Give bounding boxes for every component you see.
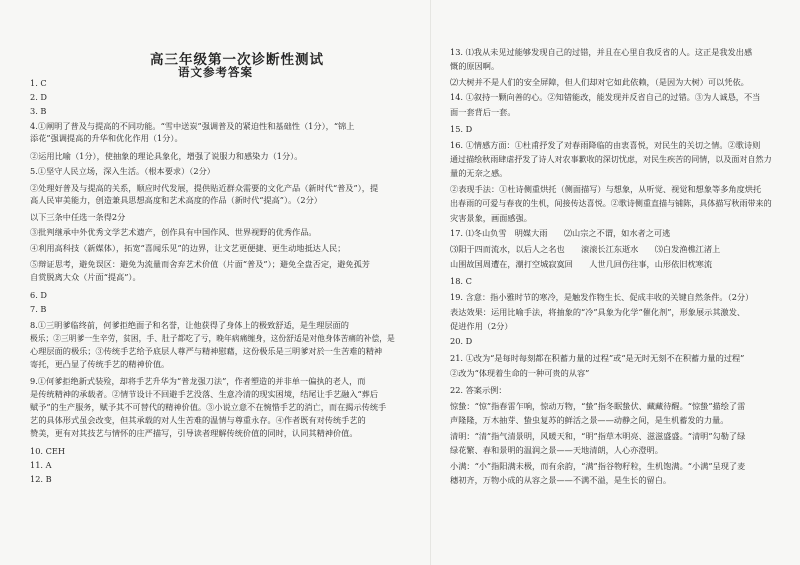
right_lines-line: 表达效果：运用比喻手法，将抽象的“冷”具象为化学“催化剂”，形象展示其激发、 — [450, 307, 746, 317]
left_lines-line: 3. B — [30, 106, 47, 116]
right_lines-line: 15. D — [450, 124, 473, 134]
left_lines-line: 6. D — [30, 290, 47, 300]
left_lines-line: 心理层面的极乐；③传统手艺给予底层人尊严与精神慰藉，这份极乐是三明爹对於一生苦难的精神 — [30, 346, 383, 356]
right_lines-line: 山围故国周遭在，潮打空城寂寞回 人世几回伤往事，山形依旧枕寒流 — [450, 259, 713, 269]
right_lines-line: 量的无奈之感。 — [450, 168, 508, 178]
right_lines-line: 慨的原因啊。 — [450, 61, 500, 71]
right_lines-line: ⑶阳于四而流水，以后人之名也 滚滚长江东逝水 ⑶白发渔樵江渚上 — [450, 244, 721, 254]
left_lines-line: 添花”强调提高的升华和优化作用（1分）。 — [30, 133, 183, 143]
left_lines-line: 7. B — [30, 304, 47, 314]
left_lines-line: 1. C — [30, 78, 47, 88]
right_lines-line: 19. 含意：指小雅时节的寒冷，是触发作物生长、促成丰收的关键自然条件。（2分） — [450, 292, 754, 302]
right_lines-line: 14. ①叙持一颗向善的心。②知错能改，能发现并反省自己的过错。③为人诚恳，不当 — [450, 92, 761, 102]
left_lines-line: ⑤辩证思考，避免误区：避免为流量而舍弃艺术价值（片面“普及”）；避免全盘否定，避免孤芳 — [30, 259, 370, 269]
left_lines-line: ②运用比喻（1分），使抽象的理论具象化，增强了说服力和感染力（1分）。 — [30, 151, 303, 161]
left-column — [30, 0, 410, 565]
left_lines-line: 寄托，更凸显了传统手艺的精神价值。 — [30, 359, 170, 369]
right_lines-line: 惊蛰：“惊”指春雷乍响，惊动万物，“蛰”指冬眠蛰伏、藏藏待醒。“惊蛰”描绘了雷 — [450, 401, 746, 411]
left_lines-line: 2. D — [30, 92, 47, 102]
right_lines-line: 16. ①情感方面：①杜甫抒发了对春雨降临的由衷喜悦，对民生的关切之情。②歌诗则 — [450, 140, 761, 150]
right_lines-line: 穗初齐，万物小成的从容之景——不满不溢，是生长的留白。 — [450, 475, 672, 485]
right_lines-line: 21. ①改为“是每时每刻都在积蓄力量的过程”或“是无时无刻不在积蓄力量的过程” — [450, 353, 745, 363]
right_lines-line: 小满：“小”指阳满未极，而有余韵，“满”指谷物籽粒，生机饱满。“小满”呈现了麦 — [450, 461, 746, 471]
right_lines-line: ⑵大树并不是人们的安全屏障，但人们却对它如此依赖，（是因为大树）可以凭依。 — [450, 77, 749, 87]
left_lines-line: 以下三条中任选一条得2分 — [30, 212, 126, 222]
left_lines-line: 是传统精神的承载者。②情节设计不回避手艺没落、生意冷清的现实困境，结尾让手艺融入“葬后 — [30, 389, 379, 399]
right_lines-line: 通过描绘秋雨肆虐抒发了诗人对农事歉收的深切忧虑，对民生疾苦的同情，以及面对自然力 — [450, 154, 772, 164]
right_lines-line: 绿花繁、春和景明的温润之景——天地清朗，人心亦澄明。 — [450, 445, 663, 455]
document-subtitle: 语文参考答案 — [178, 65, 253, 79]
right-column — [450, 0, 780, 565]
left_lines-line: 4.①阐明了普及与提高的不同功能。“雪中送炭”强调普及的紧迫性和基础性（1分），“锦上 — [30, 121, 355, 131]
right_lines-line: 灾害景象，画面感强。 — [450, 213, 532, 223]
right_lines-line: 声隆隆，万木抽芽、蛰虫复苏的鲜活之景——动静之间，是生机蓄发的力量。 — [450, 415, 729, 425]
right_lines-line: 清明：“清”指气清景明，风暖天和，“明”指草木明亮、滋滋盛盛。“清明”勾勒了绿 — [450, 431, 746, 441]
left_lines-line: 赞美，更有对其技艺与情怀的庄严描写，引导读者理解传统价值的同时，认同其精神价值。 — [30, 428, 358, 438]
left_lines-line: ③批判继承中外优秀文学艺术遗产，创作具有中国作风、世界视野的优秀作品。 — [30, 227, 317, 237]
right_lines-line: 13. ⑴我从未见过能够发现自己的过错，并且在心里自我反省的人。这正是我发出感 — [450, 47, 753, 57]
left_lines-line: 赋予”的生产服务，赋予其不可替代的精神价值。③小说立意不在惋惜手艺的消亡，而在揭示传统手 — [30, 402, 387, 412]
left_lines-line: 自赏脱离大众（片面“提高”）。 — [30, 272, 141, 282]
left_lines-line: 艺的具体形式虽会改变，但其承载的对人生苦难的温情与尊重永存。④作者既有对传统手艺的 — [30, 415, 366, 425]
right_lines-line: 面一套背后一套。 — [450, 107, 516, 117]
document-title: 高三年级第一次诊断性测试 — [150, 52, 324, 68]
left_lines-line: 8.①三明爹临终前，何爹拒绝面子和名誉，让他获得了身体上的极致舒适，是生理层面的 — [30, 320, 349, 330]
right_lines-line: 22. 答案示例： — [450, 385, 507, 395]
right_lines-line: ②表现手法：①杜诗侧重烘托（侧面描写）与想象，从听觉、视觉和想象等多角度烘托 — [450, 184, 762, 194]
right_lines-line: ②改为“体现着生命的一种可贵的从容” — [450, 368, 590, 378]
left_lines-line: 极乐；②三明爹一生辛劳，贫困，手、肚子都吃了亏，晚年病痛缠身，这份舒适是对他身体苦痛的补偿，是 — [30, 333, 395, 343]
left_lines-line: ④利用高科技（新媒体），拓宽“喜闻乐见”的边界，让文艺更便捷、更生动地抵达人民； — [30, 243, 346, 253]
left_lines-line: 11. A — [30, 460, 52, 470]
right_lines-line: 促进作用（2分） — [450, 321, 513, 331]
left_lines-line: ②处理好普及与提高的关系，顺应时代发展，提供贴近群众需要的文化产品（新时代“普及”），提 — [30, 183, 379, 193]
left_lines-line: 9.①何爹拒绝新式装殓，却将手艺升华为“普龙强刀法”，作者塑造的并非单一偏执的老人，而 — [30, 376, 366, 386]
left_lines-line: 12. B — [30, 474, 52, 484]
right_lines-line: 17. ⑴冬山负雪 明媒大雨 ⑵山宗之不谓，如水者之可逃 — [450, 228, 671, 238]
page-fold — [430, 0, 431, 565]
right_lines-line: 出春雨的可爱与春夜的生机，间接传达喜悦。②歌诗侧重直描与铺陈，具体描写秋雨带来的 — [450, 198, 772, 208]
right_lines-line: 20. D — [450, 336, 473, 346]
left_lines-line: 高人民审美能力，创造兼具思想高度和艺术高度的作品（新时代“提高”）。（2分） — [30, 195, 322, 205]
right_lines-line: 18. C — [450, 276, 472, 286]
left_lines-line: 5.①坚守人民立场，深入生活。（根本要求）（2分） — [30, 166, 215, 176]
left_lines-line: 10. CEH — [30, 446, 66, 456]
